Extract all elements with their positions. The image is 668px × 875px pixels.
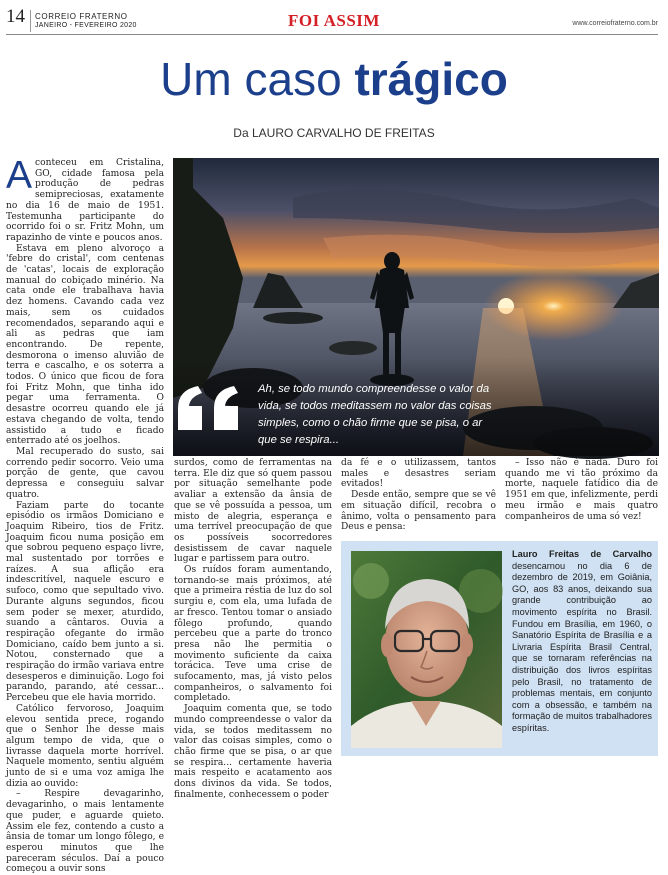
title-bold: trágico bbox=[354, 53, 508, 105]
paragraph: surdos, como de ferramentas na terra. Ele diz que só quem passou por situação semelhante pode avaliar a extensão da ânsia de que se vê possuída a pessoa, um misto de alegria, esperança e uma terrível preocupação de que os possíveis socorredores desistissem de cavar naquele lugar e partissem para outro. bbox=[174, 458, 332, 565]
body-column-1 bbox=[6, 154, 164, 875]
publication-name: CORREIO FRATERNO bbox=[35, 12, 128, 21]
section-title: FOI ASSIM bbox=[288, 11, 380, 30]
paragraph: Desde então, sempre que se vê em situação difícil, recobra o ânimo, volta o pensamento para Deus e pensa: bbox=[341, 490, 496, 533]
paragraph: Joaquim comenta que, se todo mundo compreendesse o valor da vida, se todos meditassem no valor das coisas simples, como o chão firme que se pisa, o ar que se respira... certamente haveria mais respeito e acatamento aos dons divinos da vida. Se todos, finalmente, conhecessem o poder bbox=[174, 704, 332, 800]
byline-author: LAURO CARVALHO DE FREITAS bbox=[251, 126, 435, 140]
body-column-3 bbox=[341, 458, 496, 533]
title-light: Um caso bbox=[160, 53, 355, 105]
paragraph: – Isso não é nada. Duro foi quando me vi tão próximo da morte, naquele fatídico dia de 1951 em que, infelizmente, perdi meu irmão e mais quatro companheiros de uma só vez! bbox=[505, 458, 658, 522]
author-bio-name: Lauro Freitas de Carvalho bbox=[512, 549, 652, 559]
paragraph: Os ruídos foram aumentando, tornando-se mais próximos, até que a primeira réstia de luz do sol surgiu e, com ela, uma lufada de ar fresco. Tentou tomar o ansiado fôlego profundo, quando percebeu que a parte do tronco presa não lhe permitia o movimento suficiente da caixa torácica. Teve uma crise de sufocamento, mas, já visto pelos companheiros, o salvamento foi completado. bbox=[174, 565, 332, 704]
paragraph: Mal recuperado do susto, sai correndo pedir socorro. Veio uma porção de gente, que cavou depressa e conseguiu salvar quatro. bbox=[6, 446, 164, 500]
article-title bbox=[0, 53, 668, 105]
paragraph: Católico fervoroso, Joaquim elevou sentida prece, rogando que o Senhor lhe desse mais algum tempo de vida, que o livrasse daquela morte horrível. Naquele momento, sentiu alguém junto de si e uma voz amiga lhe dizia ao ouvido: bbox=[6, 703, 164, 789]
quote-mark-icon bbox=[176, 386, 246, 430]
byline-prefix: Da bbox=[233, 126, 249, 140]
drop-cap: A bbox=[6, 154, 33, 197]
paragraph: Aconteceu em Cristalina, GO, cidade famosa pela produção de pedras semipreciosas, exatamente no dia 16 de maio de 1951. Testemunha participante do ocorrido foi o sr. Fritz Mohn, um rapazinho de vinte e poucos anos. bbox=[6, 154, 164, 243]
pull-quote: Ah, se todo mundo compreendesse o valor da vida, se todos meditassem no valor das coisas simples, como o chão firme que se pisa, o ar que se respira... bbox=[258, 383, 492, 446]
body-column-4 bbox=[505, 458, 658, 533]
paragraph: Estava em pleno alvoroço a 'febre do cristal', com centenas de 'catas', locais de exploração manual do cobiçado minério. Na cata onde ele trabalhava havia dez homens. Cavando cada vez mais, sem os cuidados recomendados, separando aqui e ali as pedras que iam encontrando. De repente, desmorona o imenso aluvião de terra e cascalho, e os soterra a todos. O único que ficou de fora foi Fritz Mohn, que tinha ido pegar uma ferramenta. O desastre ocorreu quando ele já estava chegando de volta, tendo assistido a tudo e ficado enterrado até os joelhos. bbox=[6, 243, 164, 447]
issue-date: JANEIRO - FEVEREIRO 2020 bbox=[35, 22, 137, 29]
header-rule bbox=[6, 34, 658, 35]
page-number: 14 bbox=[6, 6, 25, 27]
byline bbox=[0, 126, 668, 140]
paragraph: da fé e o utilizassem, tantos males e desastres seriam evitados! bbox=[341, 458, 496, 490]
paragraph: – Respire devagarinho, devagarinho, o mais lentamente que puder, e aguarde quieto. Assim ele fez, contendo a custo a ânsia de tomar um longo fôlego, e esperou minutos que lhe pareceram séculos. Daí a pouco começou a ouvir sons bbox=[6, 789, 164, 875]
author-bio-text: desencarnou no dia 6 de dezembro de 2019, em Goiânia, GO, aos 83 anos, deixando sua grande contribuição ao movimento espírita no Brasil. Fundou em Brasília, em 1960, o Sanatório Espírita de Brasília e a Livraria Espírita Brasil Central, que se tornaram referências na distribuição dos livros espíritas pelo Brasil, no tratamento de problemas mentais, em conjunto com a obsessão, e também na formação de muitos trabalhadores espíritas. bbox=[512, 560, 652, 733]
author-bio bbox=[512, 549, 652, 735]
author-portrait bbox=[351, 551, 502, 748]
website-link[interactable]: www.correiofraterno.com.br bbox=[572, 20, 658, 27]
body-column-2 bbox=[174, 458, 332, 800]
paragraph: Faziam parte do tocante episódio os irmãos Domiciano e Joaquim Ribeiro, tios de Fritz. Joaquim ficou numa posição em que sobrou pequeno espaço livre, mal sustentado por torrões e raízes. A sua aflição era indescritível, naquele escuro e sufoco, como que sepultado vivo. Durante alguns segundos, ficou sem poder se mexer, aturdido, suando a cântaros. Ouvia a respiração ofegante do irmão Domiciano, caído bem junto a si. Notou, consternado que a respiração do irmão variava entre desesperos e diminuição. Logo foi parando, parando, até cessar... Percebeu que ele havia morrido. bbox=[6, 500, 164, 704]
